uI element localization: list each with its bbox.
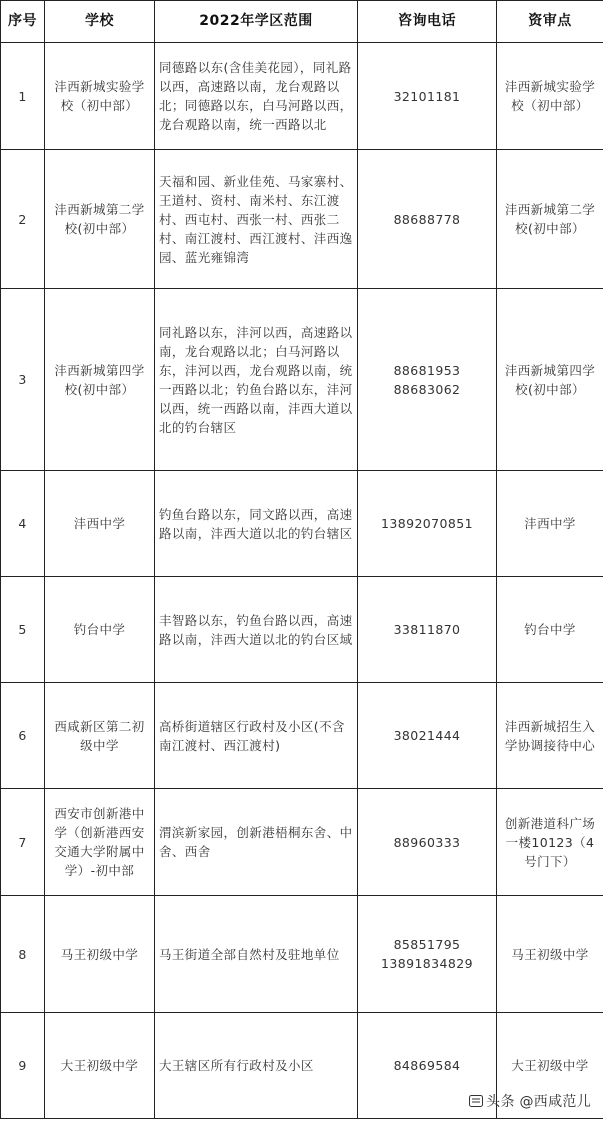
row-review-site: 沣西新城第四学校(初中部） [497,289,603,471]
header-row [1,1,603,43]
row-school: 沣西中学 [45,471,155,577]
row-school: 沣西新城第二学校(初中部） [45,150,155,289]
row-school: 西咸新区第二初级中学 [45,683,155,789]
row-school: 大王初级中学 [45,1013,155,1119]
row-range: 丰智路以东，钓鱼台路以西，高速路以南，沣西大道以北的钓台区域 [155,577,358,683]
row-phone [358,577,497,683]
row-review-site: 沣西新城招生入学协调接待中心 [497,683,603,789]
row-school: 马王初级中学 [45,896,155,1013]
phone-number: 85851795 [393,937,461,952]
phone-number: 13892070851 [381,516,473,531]
row-range: 渭滨新家园，创新港梧桐东舍、中舍、西舍 [155,789,358,896]
row-index: 3 [1,289,45,471]
row-index: 2 [1,150,45,289]
row-range: 同礼路以东，沣河以西，高速路以南，龙台观路以北；白马河路以东，沣河以西，龙台观路以南，统一西路以北；钓鱼台路以东，沣河以西，统一西路以南，沣西大道以北的钓台辖区 [155,289,358,471]
row-index: 5 [1,577,45,683]
watermark-text: 头条 @西咸范儿 [486,1094,591,1110]
phone-number: 88681953 [393,362,461,378]
row-range: 马王街道全部自然村及驻地单位 [155,896,358,1013]
row-review-site: 大王初级中学 [497,1013,603,1119]
row-range: 高桥街道辖区行政村及小区(不含南江渡村、西江渡村) [155,683,358,789]
table-row [1,683,603,789]
phone-number: 38021444 [393,728,461,743]
row-range: 钓鱼台路以东，同文路以西，高速路以南，沣西大道以北的钓台辖区 [155,471,358,577]
table-row [1,577,603,683]
phone-number: 32101181 [393,88,461,104]
phone-number: 33811870 [393,622,461,637]
row-phone [358,471,497,577]
phone-number-secondary: 13891834829 [381,956,473,971]
phone-number: 88688778 [393,211,461,227]
row-review-site: 马王初级中学 [497,896,603,1013]
row-review-site: 沣西新城第二学校(初中部） [497,150,603,289]
table-row [1,43,603,150]
phone-number-secondary: 88683062 [393,381,461,397]
header-phone: 咨询电话 [358,1,497,43]
table-row [1,789,603,896]
row-phone [358,896,497,1013]
row-index: 8 [1,896,45,1013]
table-row [1,289,603,471]
row-index: 4 [1,471,45,577]
row-index: 1 [1,43,45,150]
row-review-site: 钓台中学 [497,577,603,683]
row-phone [358,150,497,289]
row-school: 沣西新城实验学校（初中部） [45,43,155,150]
header-school: 学校 [45,1,155,43]
row-phone [358,43,497,150]
phone-number: 84869584 [393,1058,461,1073]
row-school: 钓台中学 [45,577,155,683]
toutiao-logo-icon [469,1095,483,1107]
table-row [1,896,603,1013]
row-phone [358,683,497,789]
row-phone [358,789,497,896]
row-range: 大王辖区所有行政村及小区 [155,1013,358,1119]
watermark [469,1091,591,1111]
row-index: 7 [1,789,45,896]
row-review-site: 沣西中学 [497,471,603,577]
header-index: 序号 [1,1,45,43]
row-phone [358,289,497,471]
row-index: 6 [1,683,45,789]
row-school: 沣西新城第四学校(初中部） [45,289,155,471]
row-school: 西安市创新港中学（创新港西安交通大学附属中学）-初中部 [45,789,155,896]
row-range: 天福和园、新业佳苑、马家寨村、王道村、资村、南米村、东江渡村、西屯村、西张一村、西张二村、南江渡村、西江渡村、沣西逸园、蓝光雍锦湾 [155,150,358,289]
header-range: 2022年学区范围 [155,1,358,43]
row-review-site: 创新港道科广场一楼10123（4号门下） [497,789,603,896]
header-review: 资审点 [497,1,603,43]
row-index: 9 [1,1013,45,1119]
table-row [1,471,603,577]
row-review-site: 沣西新城实验学校（初中部） [497,43,603,150]
row-range: 同德路以东(含佳美花园），同礼路以西，高速路以南，龙台观路以北；同德路以东，白马河路以西，龙台观路以南，统一西路以北 [155,43,358,150]
table-row [1,150,603,289]
phone-number: 88960333 [393,834,461,850]
